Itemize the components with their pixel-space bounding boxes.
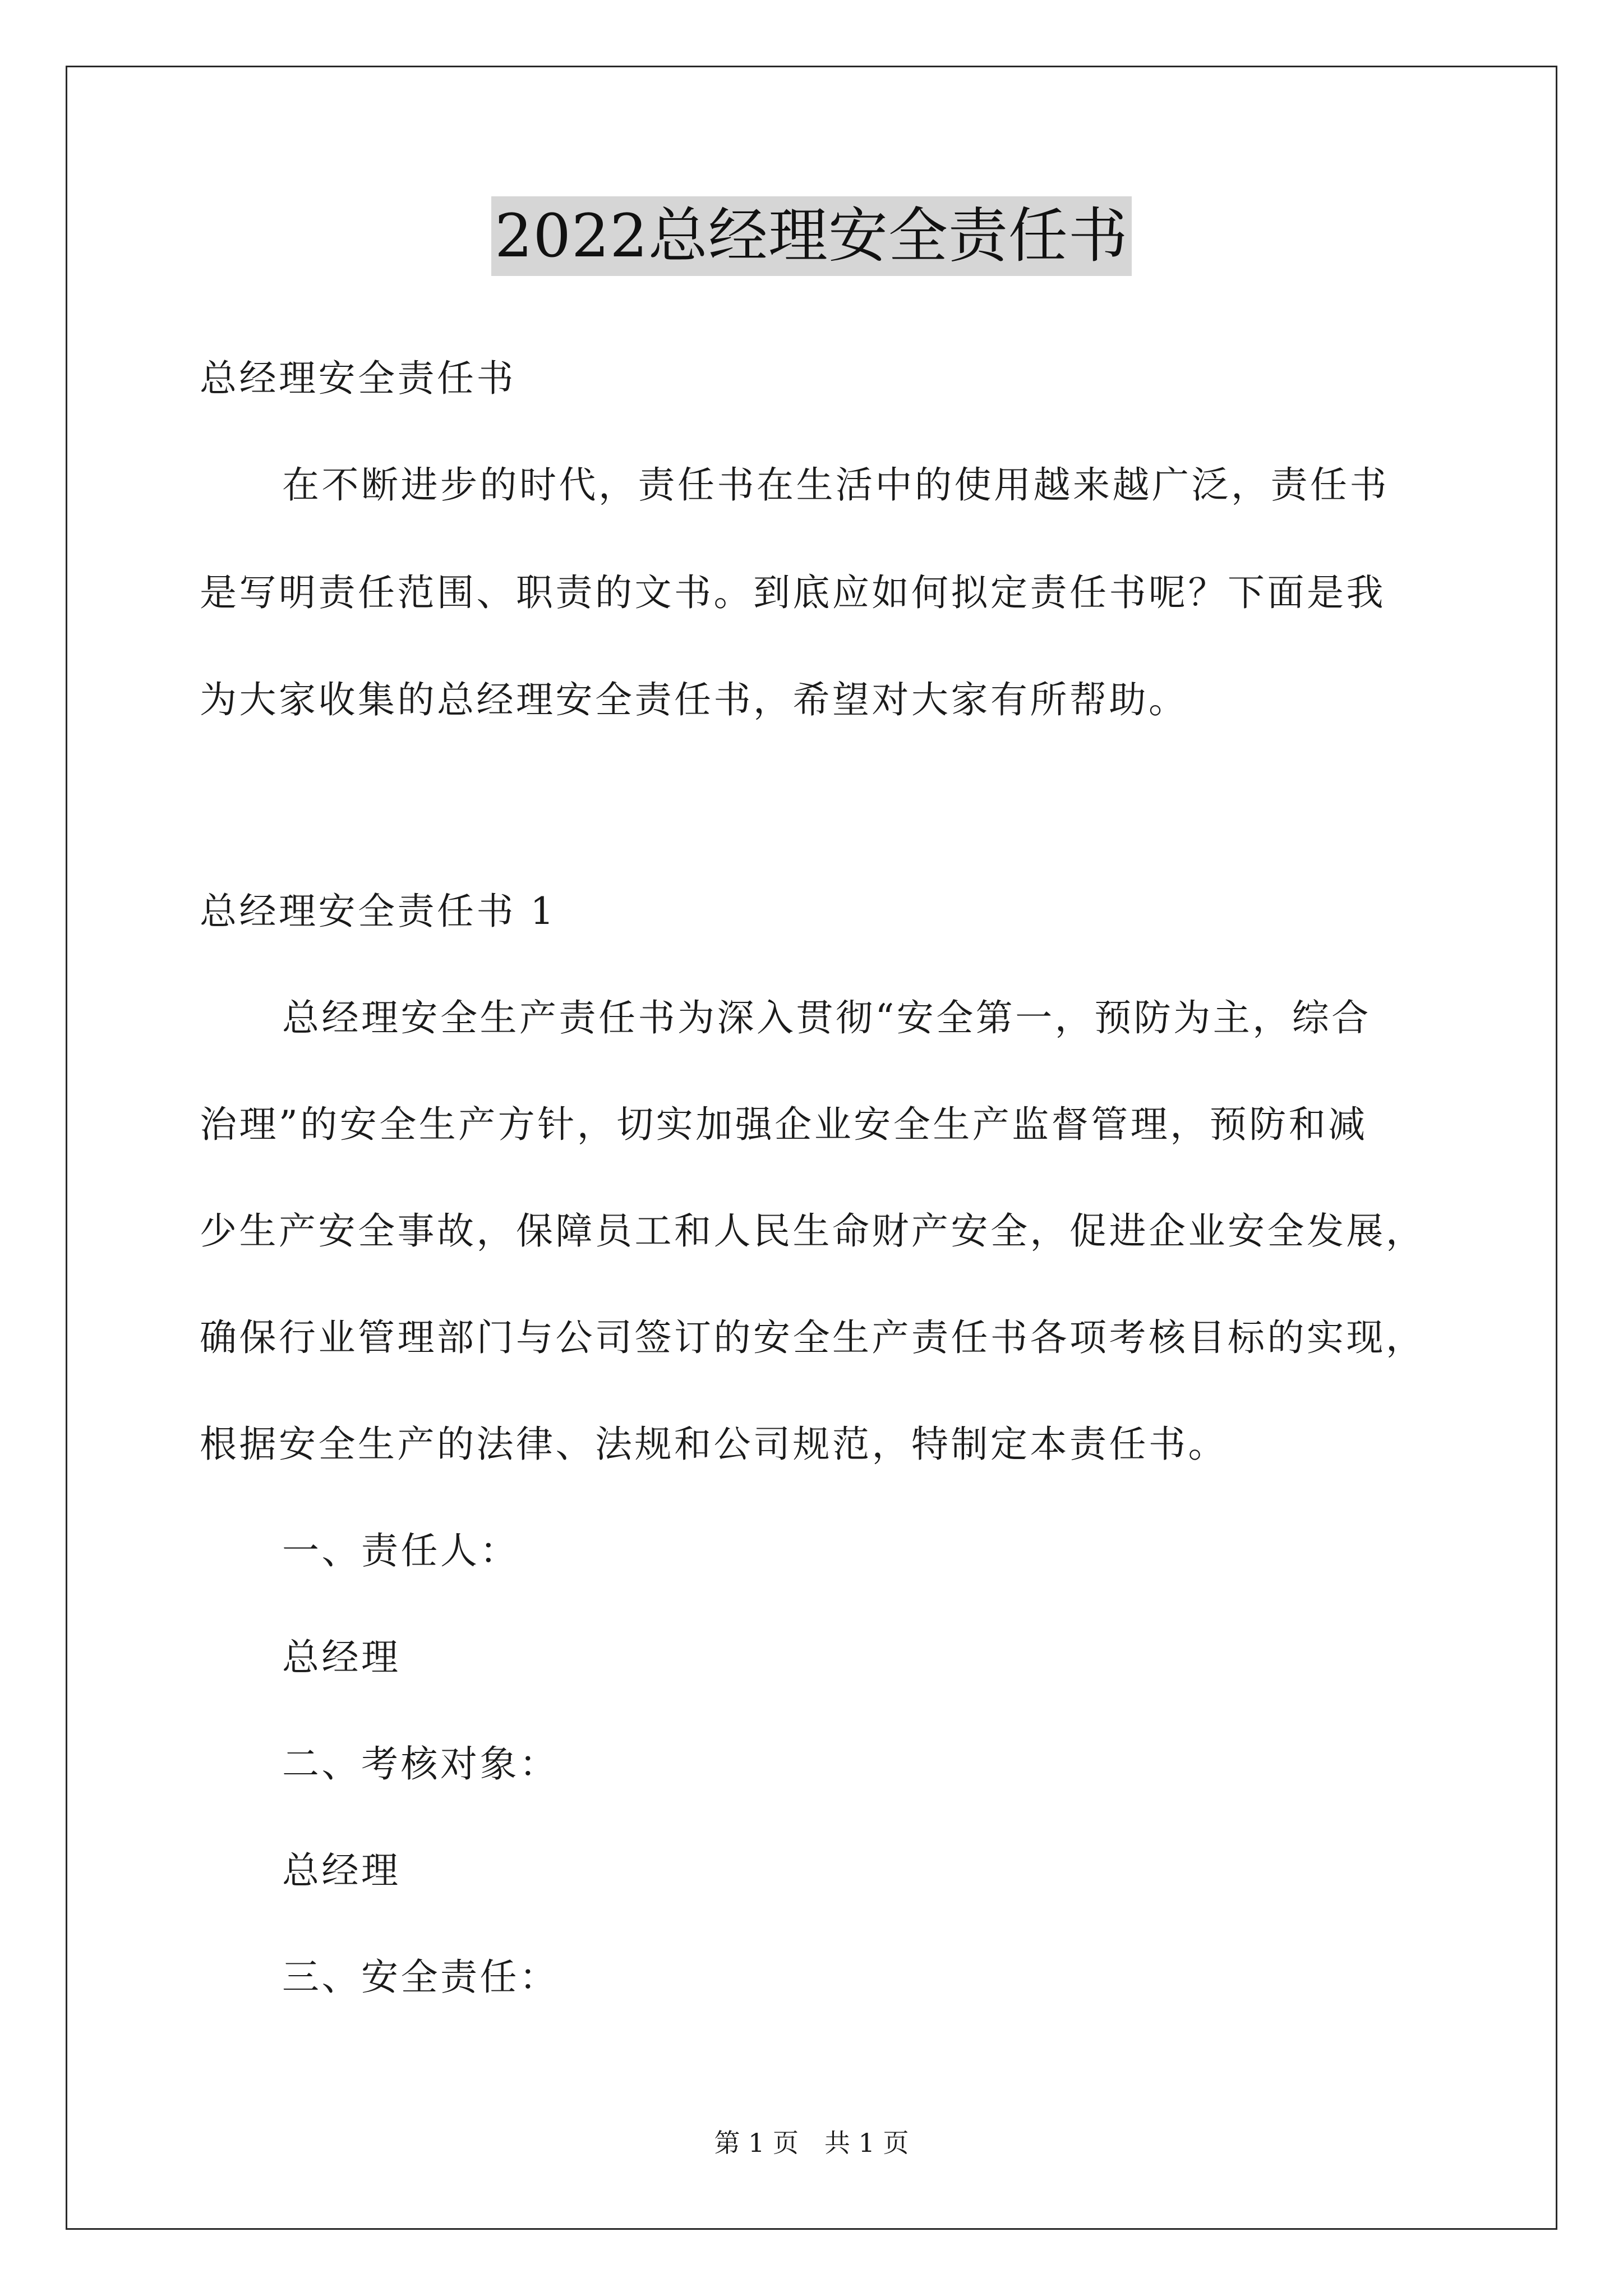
section-line-5: 根据安全生产的法律、法规和公司规范，特制定本责任书。 [200, 1423, 1228, 1466]
title-container [0, 196, 1623, 276]
intro-line-3: 为大家收集的总经理安全责任书，希望对大家有所帮助。 [200, 678, 1188, 721]
intro-line-1: 在不断进步的时代，责任书在生活中的使用越来越广泛，责任书 [282, 463, 1389, 507]
page-footer: 第 1 页 共 1 页 [714, 2128, 909, 2158]
document-subtitle: 总经理安全责任书 [200, 357, 516, 400]
section-line-1: 总经理安全生产责任书为深入贯彻“安全第一，预防为主，综合 [282, 996, 1371, 1039]
section-line-3: 少生产安全事故，保障员工和人民生命财产安全，促进企业安全发展， [200, 1209, 1426, 1253]
item-assessment-target-value: 总经理 [282, 1849, 401, 1892]
section-line-2: 治理”的安全生产方针，切实加强企业安全生产监督管理，预防和减 [200, 1103, 1368, 1146]
document-title: 2022总经理安全责任书 [491, 196, 1132, 276]
item-responsible-person-value: 总经理 [282, 1636, 401, 1679]
item-safety-responsibility-label: 三、安全责任： [282, 1955, 559, 1999]
section-line-4: 确保行业管理部门与公司签订的安全生产责任书各项考核目标的实现， [200, 1316, 1426, 1359]
section-heading: 总经理安全责任书 1 [200, 890, 556, 933]
intro-line-2: 是写明责任范围、职责的文书。到底应如何拟定责任书呢？下面是我 [200, 571, 1386, 614]
item-responsible-person-label: 一、责任人： [282, 1529, 519, 1572]
item-assessment-target-label: 二、考核对象： [282, 1742, 559, 1786]
